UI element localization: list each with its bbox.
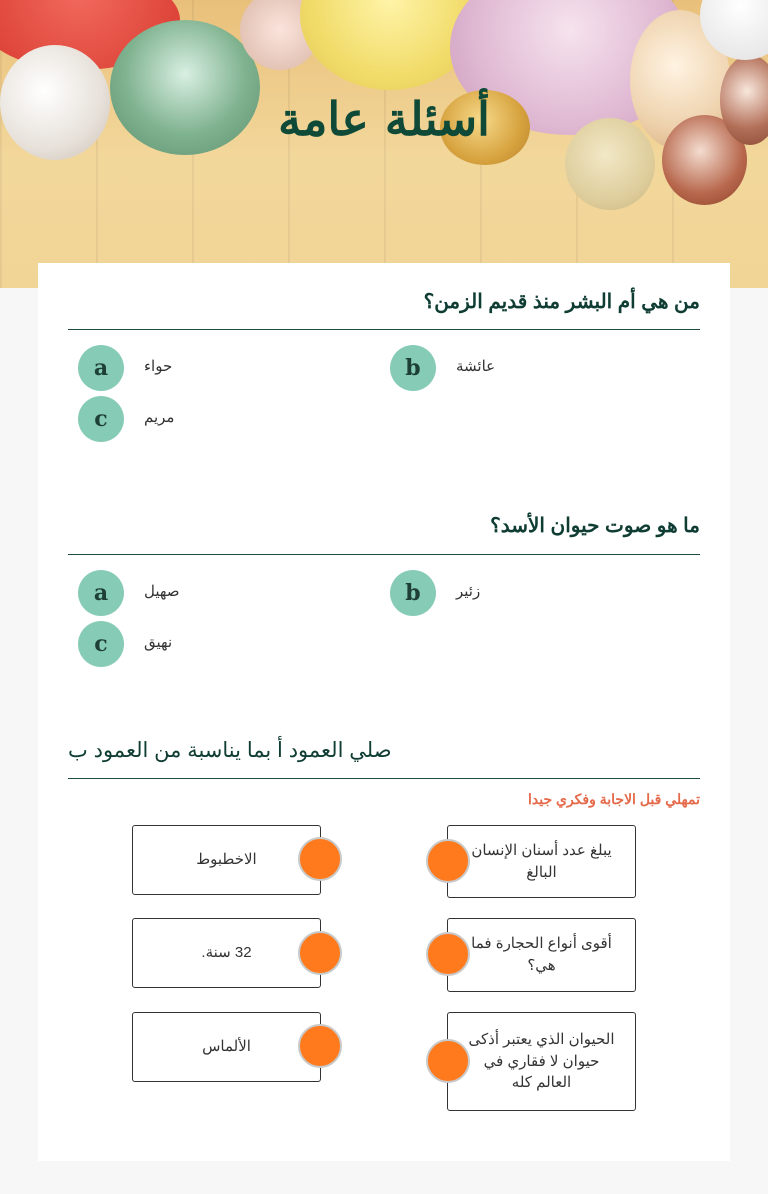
- option-text: مريم: [144, 409, 175, 426]
- match-left-connector-3[interactable]: [298, 1024, 342, 1068]
- match-left-item-3[interactable]: الألماس: [132, 1012, 321, 1082]
- match-right-connector-1[interactable]: [426, 839, 470, 883]
- option-badge: b: [390, 570, 436, 616]
- match-left-connector-2[interactable]: [298, 931, 342, 975]
- question-2-option-a[interactable]: [78, 570, 180, 616]
- question-1-divider: [68, 329, 700, 330]
- question-1-option-c[interactable]: [78, 396, 175, 442]
- question-1-option-a[interactable]: [78, 345, 173, 391]
- question-2-option-c[interactable]: [78, 621, 173, 667]
- matching-divider: [68, 778, 700, 779]
- option-text: صهيل: [144, 583, 180, 600]
- page-title: أسئلة عامة: [278, 92, 490, 146]
- option-badge: c: [78, 396, 124, 442]
- match-right-item-2[interactable]: أقوى أنواع الحجارة فما هي؟: [447, 918, 636, 992]
- option-text: عائشة: [456, 358, 496, 375]
- question-2-divider: [68, 554, 700, 555]
- option-badge: b: [390, 345, 436, 391]
- option-text: حواء: [144, 358, 173, 375]
- question-1-option-b[interactable]: [390, 345, 496, 391]
- match-right-item-3[interactable]: الحيوان الذي يعتبر أذكى حيوان لا فقاري في العالم كله: [447, 1012, 636, 1111]
- match-right-connector-3[interactable]: [426, 1039, 470, 1083]
- question-2-title: ما هو صوت حيوان الأسد؟: [490, 515, 700, 537]
- match-right-item-1[interactable]: يبلغ عدد أسنان الإنسان البالغ: [447, 825, 636, 898]
- match-left-item-2[interactable]: 32 سنة.: [132, 918, 321, 988]
- question-2-option-b[interactable]: [390, 570, 481, 616]
- option-badge: c: [78, 621, 124, 667]
- matching-hint: تمهلي قبل الاجابة وفكري جيدا: [527, 791, 700, 807]
- option-badge: a: [78, 570, 124, 616]
- option-badge: a: [78, 345, 124, 391]
- question-1-title: من هي أم البشر منذ قديم الزمن؟: [423, 291, 700, 313]
- quiz-card: [38, 263, 730, 1161]
- match-left-connector-1[interactable]: [298, 837, 342, 881]
- match-left-item-1[interactable]: الاخطبوط: [132, 825, 321, 895]
- match-right-connector-2[interactable]: [426, 932, 470, 976]
- option-text: نهيق: [144, 634, 173, 651]
- option-text: زئير: [456, 583, 481, 600]
- matching-title: صلي العمود أ بما يناسبة من العمود ب: [68, 739, 392, 762]
- header-banner: [0, 0, 768, 288]
